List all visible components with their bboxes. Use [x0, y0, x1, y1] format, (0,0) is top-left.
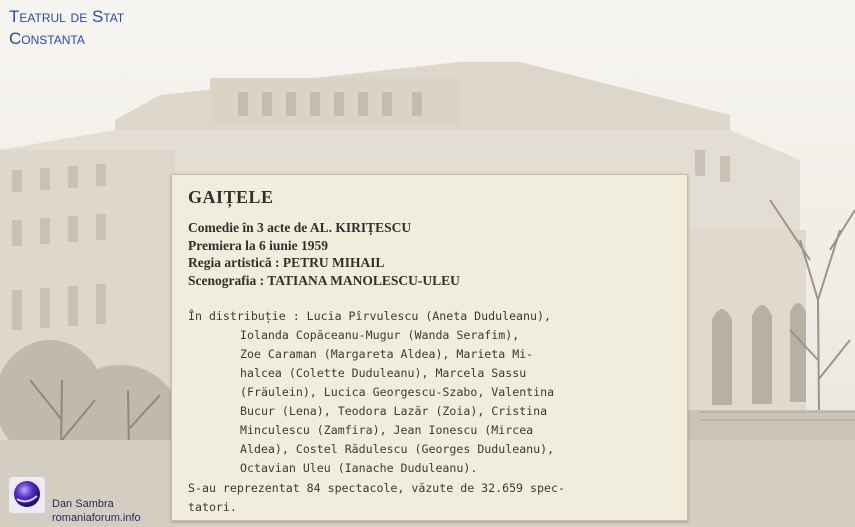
cast-line: (Fräulein), Lucica Georgescu-Szabo, Valentina [240, 385, 555, 399]
theatre-name-line-1: Teatrul de Stat [9, 7, 125, 26]
credit-line: Comedie în 3 acte de AL. KIRIȚESCU [188, 220, 412, 235]
cast-line: halcea (Colette Duduleanu), Marcela Sassu [240, 366, 527, 380]
cast-list [188, 307, 678, 478]
cast-line: Aldea), Costel Rădulescu (Georges Duduleanu), [240, 442, 555, 456]
theatre-name-heading [9, 6, 124, 50]
cast-line: Minculescu (Zamfira), Jean Ionescu (Mircea [240, 423, 534, 437]
cast-line: În distribuție : Lucia Pîrvulescu (Aneta Duduleanu), [188, 309, 551, 323]
author-name: Dan Sambra [52, 498, 114, 510]
performance-summary [188, 479, 565, 517]
cast-line: Zoe Caraman (Margareta Aldea), Marieta Mi- [240, 347, 534, 361]
summary-line: S-au reprezentat 84 spectacole, văzute de 32.659 spec- [188, 481, 565, 495]
credit-line: Regia artistică : PETRU MIHAIL [188, 255, 385, 270]
cast-line: Bucur (Lena), Teodora Lazăr (Zoia), Cristina [240, 404, 548, 418]
program-card [171, 174, 688, 521]
credit-line: Scenografia : TATIANA MANOLESCU-ULEU [188, 272, 460, 288]
author-site-link[interactable]: romaniaforum.info [52, 512, 141, 524]
credit-line: Premiera la 6 iunie 1959 [188, 237, 328, 253]
cast-line: Iolanda Copăceanu-Mugur (Wanda Serafim), [240, 328, 520, 342]
forum-logo-icon [9, 477, 45, 513]
summary-line: tatori. [188, 500, 237, 514]
play-title: GAIȚELE [188, 187, 274, 207]
play-credits [188, 219, 460, 289]
theatre-name-line-2: Constanta [9, 29, 85, 48]
author-credit [52, 497, 141, 525]
cast-line: Octavian Uleu (Ianache Duduleanu). [240, 461, 478, 475]
